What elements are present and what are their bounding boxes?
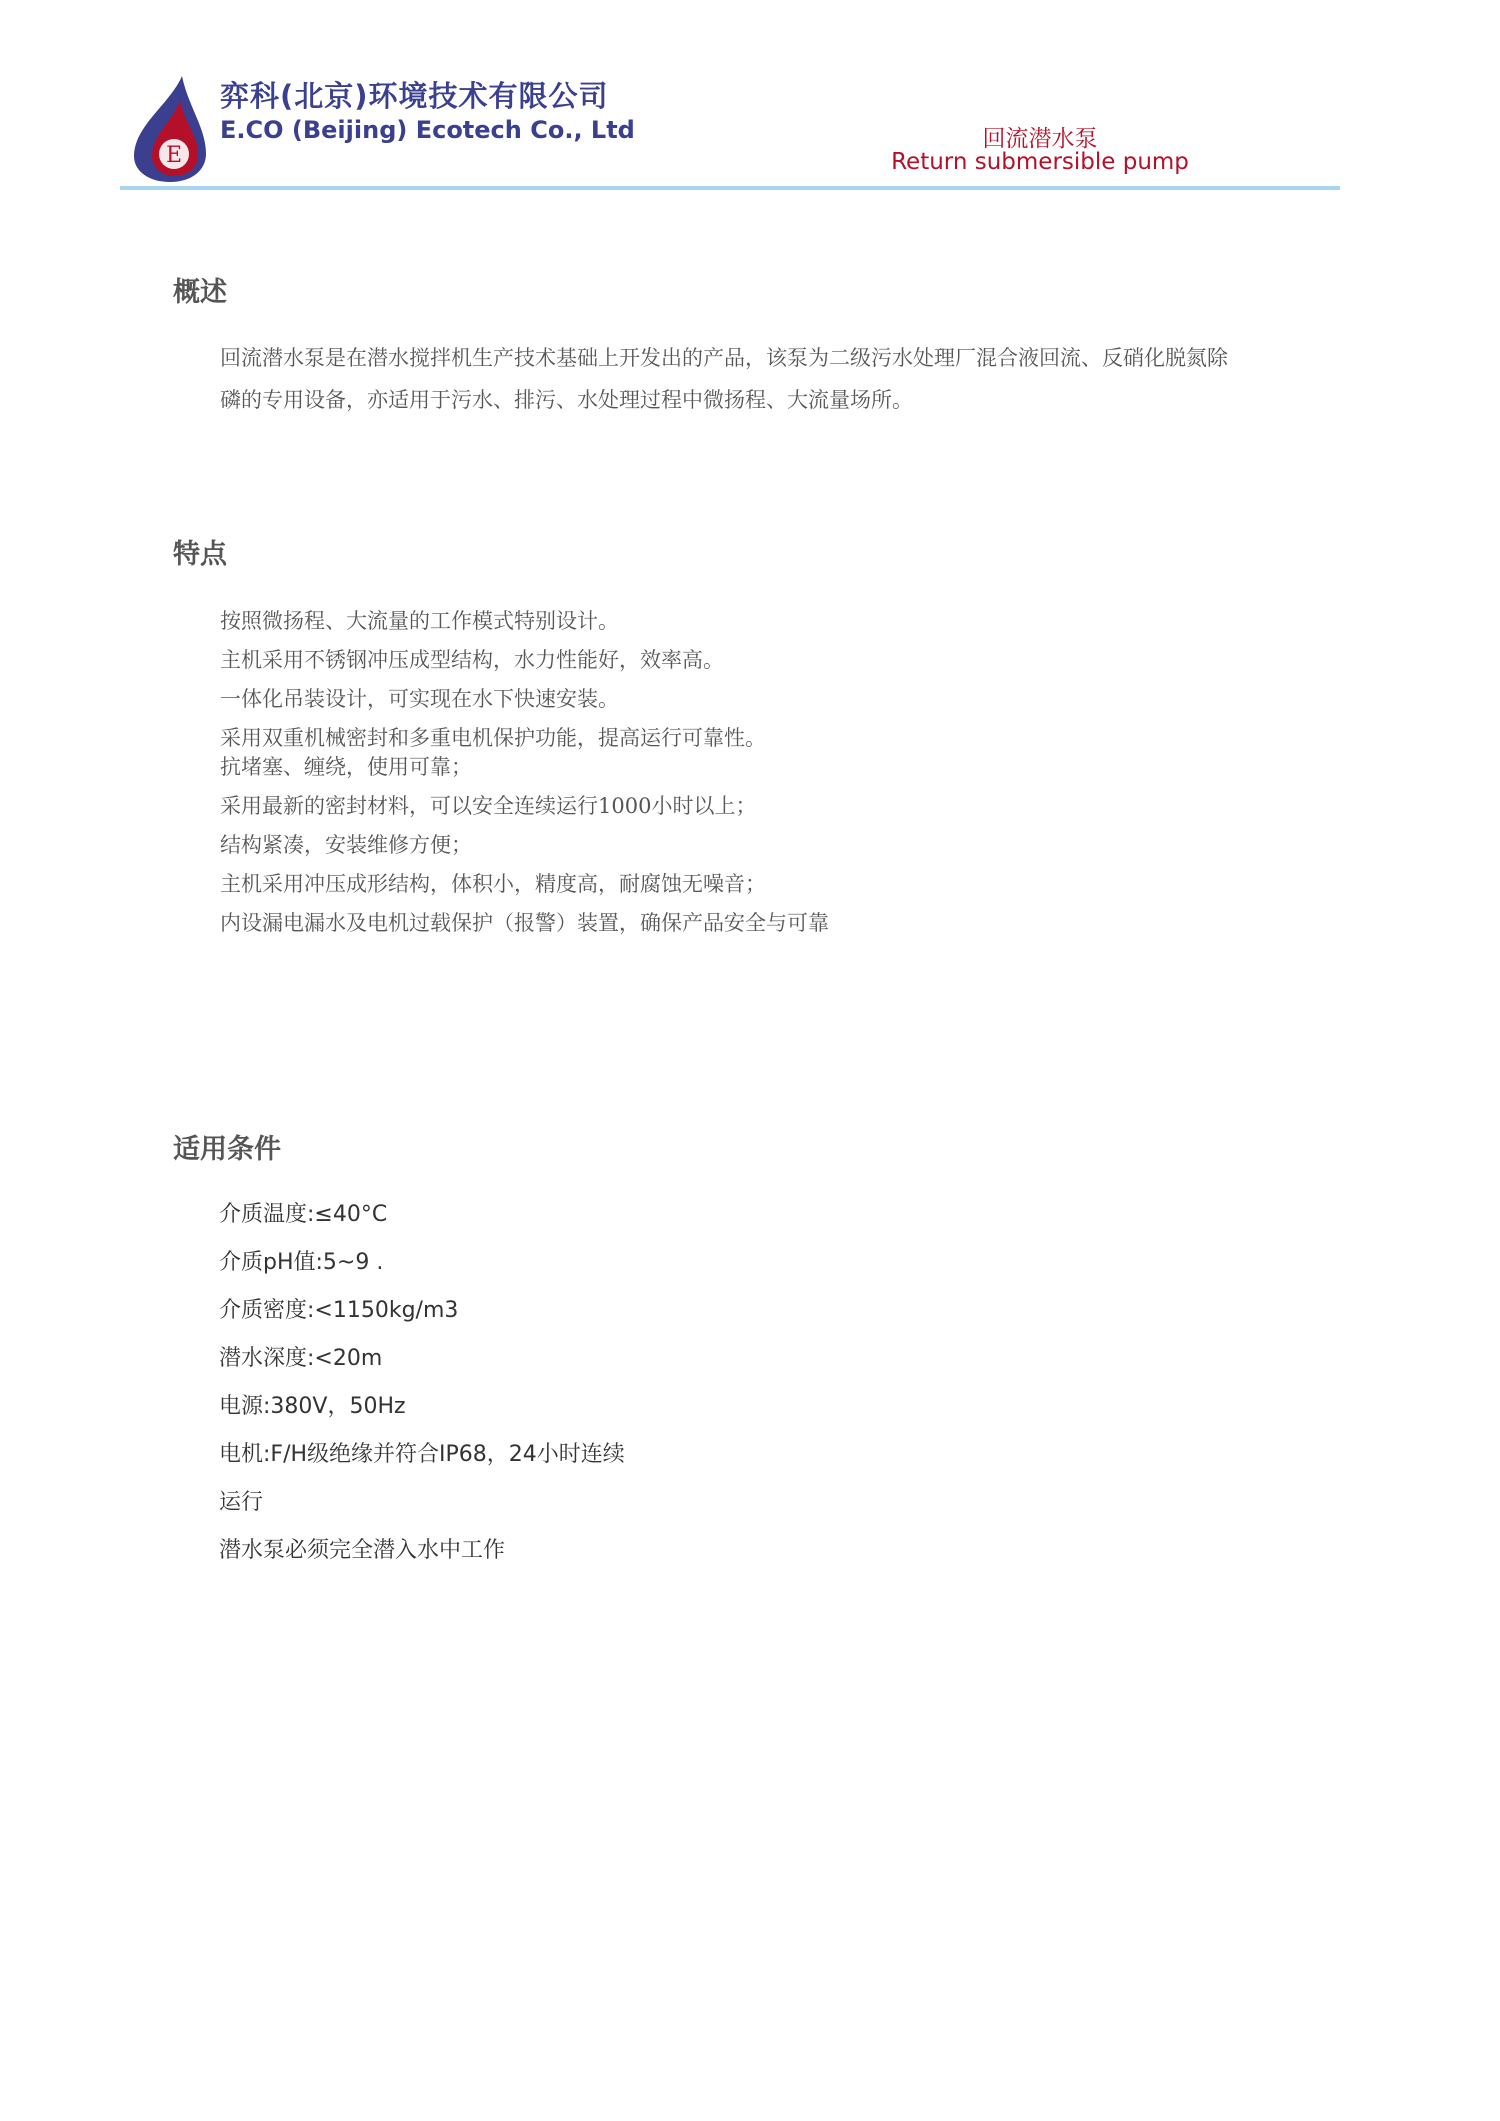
condition-item: 电机:F/H级绝缘并符合IP68，24小时连续 xyxy=(219,1442,625,1467)
feature-item: 一体化吊装设计，可实现在水下快速安装。 xyxy=(220,687,619,711)
logo-letter: E xyxy=(165,143,183,168)
condition-item: 介质温度:≤40°C xyxy=(219,1202,388,1227)
product-title-en: Return submersible pump xyxy=(891,149,1189,175)
feature-item: 采用最新的密封材料，可以安全连续运行1000小时以上； xyxy=(220,794,757,818)
feature-item: 按照微扬程、大流量的工作模式特别设计。 xyxy=(220,609,619,633)
section-title-overview: 概述 xyxy=(173,277,227,308)
company-name-cn: 弈科(北京)环境技术有限公司 xyxy=(220,79,609,113)
condition-item: 潜水泵必须完全潜入水中工作 xyxy=(219,1538,506,1563)
header-divider xyxy=(120,186,1340,190)
company-logo xyxy=(130,74,210,184)
feature-item: 主机采用冲压成形结构，体积小，精度高，耐腐蚀无噪音； xyxy=(220,872,766,896)
overview-line: 磷的专用设备，亦适用于污水、排污、水处理过程中微扬程、大流量场所。 xyxy=(220,388,913,412)
product-title-cn: 回流潜水泵 xyxy=(982,126,1098,152)
feature-item: 主机采用不锈钢冲压成型结构，水力性能好，效率高。 xyxy=(220,648,724,672)
condition-item: 潜水深度:<20m xyxy=(219,1346,383,1371)
feature-item: 采用双重机械密封和多重电机保护功能，提高运行可靠性。 xyxy=(220,726,766,750)
overview-line: 回流潜水泵是在潜水搅拌机生产技术基础上开发出的产品，该泵为二级污水处理厂混合液回流、反硝化脱氮除 xyxy=(220,346,1228,370)
section-title-features: 特点 xyxy=(173,539,227,570)
company-name-en: E.CO (Beijing) Ecotech Co., Ltd xyxy=(220,116,635,144)
condition-item: 介质密度:<1150kg/m3 xyxy=(219,1298,459,1323)
feature-item: 内设漏电漏水及电机过载保护（报警）装置，确保产品安全与可靠 xyxy=(220,911,829,935)
feature-item: 结构紧凑，安装维修方便； xyxy=(220,833,472,857)
condition-item: 运行 xyxy=(219,1490,264,1515)
condition-item: 介质pH值:5~9 . xyxy=(219,1250,384,1275)
feature-item: 抗堵塞、缠绕，使用可靠； xyxy=(220,755,472,779)
condition-item: 电源:380V，50Hz xyxy=(219,1394,406,1419)
section-title-conditions: 适用条件 xyxy=(173,1134,281,1165)
